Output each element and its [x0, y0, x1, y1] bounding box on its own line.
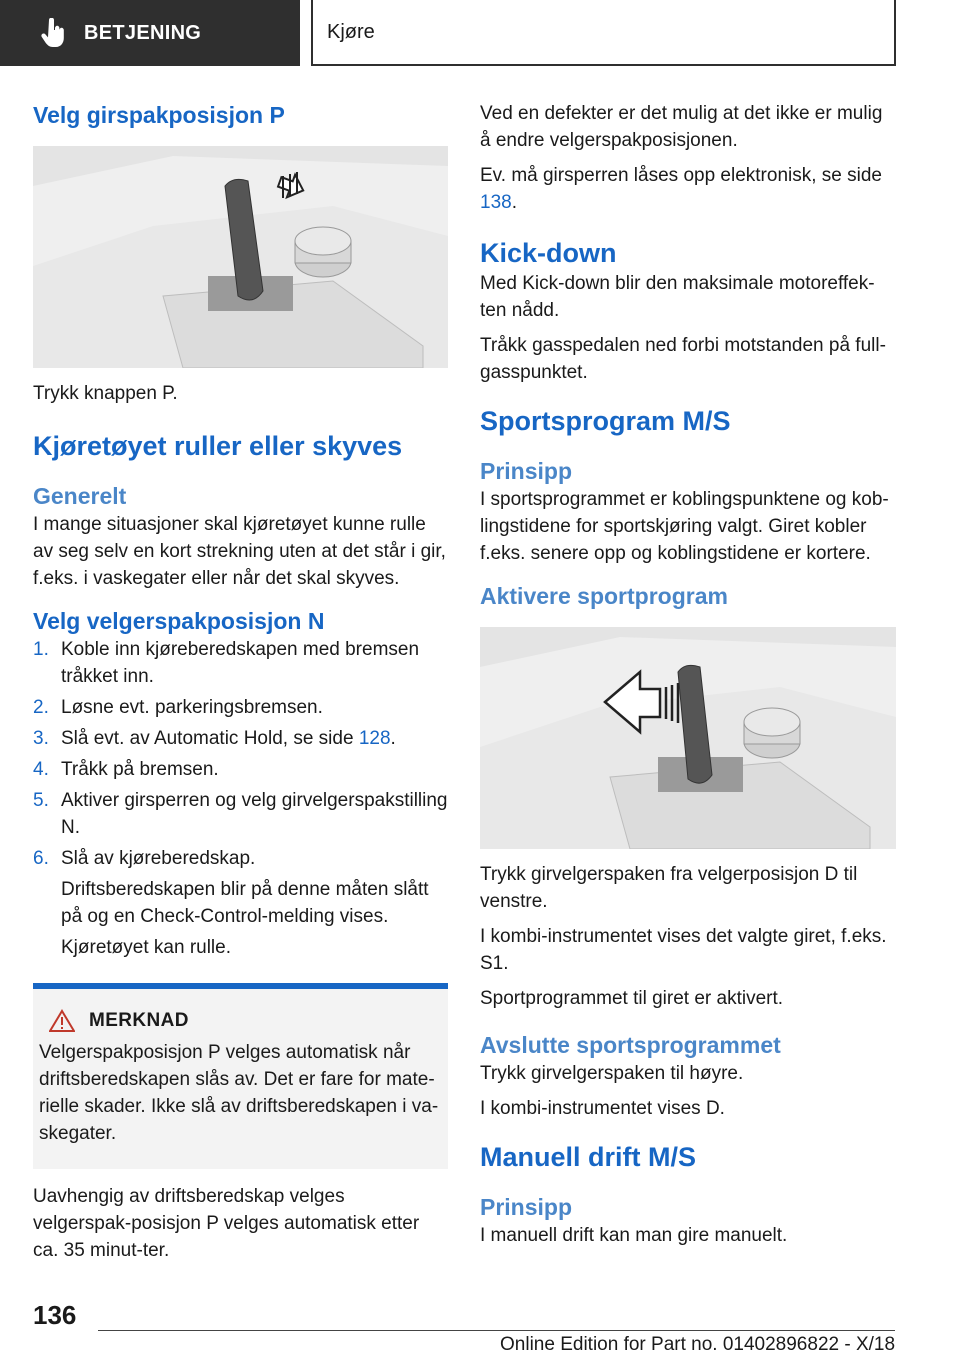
text-trykk-p: Trykk knappen P. — [33, 383, 178, 404]
page-link-128[interactable]: 128 — [358, 728, 391, 749]
page-link-138[interactable]: 138 — [480, 192, 512, 213]
heading-prinsipp-1: Prinsipp — [480, 458, 573, 484]
hand-pointer-icon — [40, 18, 66, 48]
chapter-box — [311, 0, 896, 66]
page-number: 136 — [33, 1300, 77, 1330]
text-aktivere-2: I kombi-instrumentet vises det valgte giret, f.eks. S1. — [480, 926, 887, 974]
section-tab — [0, 0, 300, 66]
text-aktivere-1: Trykk girvelgerspaken fra velgerposisjon D til venstre. — [480, 864, 858, 912]
list-item: 1. Koble inn kjøreberedskapen med bremsen tråkket inn. — [33, 639, 420, 687]
text-uavhengig: Uavhengig av driftsberedskap velges velgerspak-posisjon P velges automatisk etter ca. 35 minut-ter. — [33, 1186, 420, 1261]
footer-divider — [98, 1330, 895, 1331]
list-item: 2. Løsne evt. parkeringsbremsen. — [33, 697, 323, 718]
heading-sportsprogram: Sportsprogram M/S — [480, 406, 731, 436]
list-item: 3. Slå evt. av Automatic Hold, se side 128. — [33, 728, 396, 749]
notice-box — [33, 983, 448, 1169]
text-generelt: I mange situasjoner skal kjøretøyet kunne rulle av seg selv en kort strekning uten at det står i gir, f.eks. i vaskegater eller når det skal skyves. — [33, 514, 446, 589]
text-prinsipp-1: I sportsprogrammet er koblingspunktene og kob-lingstidene for sportskjøring valgt. Giret kobler f.eks. senere opp og koblingstidene er kortere. — [480, 489, 889, 564]
page-header — [0, 0, 960, 66]
text-kick2: Tråkk gasspedalen ned forbi motstanden på full-gasspunktet. — [480, 335, 886, 383]
footer-edition: Online Edition for Part no. 01402896822 - X/18 — [500, 1334, 896, 1355]
heading-kick-down: Kick-down — [480, 238, 617, 268]
chapter-title: Kjøre — [327, 20, 375, 43]
heading-ruller: Kjøretøyet ruller eller skyves — [33, 431, 403, 461]
text-prinsipp-2: I manuell drift kan man gire manuelt. — [480, 1225, 788, 1246]
gear-lever-illustration-p — [33, 146, 448, 368]
section-title: BETJENING — [84, 21, 202, 44]
right-column — [480, 100, 896, 1257]
notice-text: Velgerspakposisjon P velges automatisk når driftsberedskapen slås av. Det er fare for mate-rielle skader. Ikke slå av driftsberedskapen i va-skegater. — [39, 1042, 439, 1144]
heading-aktivere: Aktivere sportprogram — [480, 583, 728, 609]
heading-velg-p: Velg girspakposisjon P — [33, 102, 285, 128]
heading-manuell: Manuell drift M/S — [480, 1142, 696, 1172]
text-girsperren: Ev. må girsperren låses opp elektronisk, se side 138. — [480, 165, 882, 213]
list-item: 4. Tråkk på bremsen. — [33, 759, 219, 780]
warning-triangle-icon — [49, 1009, 75, 1033]
text-avslutte-2: I kombi-instrumentet vises D. — [480, 1098, 725, 1119]
left-column — [33, 100, 448, 1272]
text-avslutte-1: Trykk girvelgerspaken til høyre. — [480, 1063, 744, 1084]
heading-prinsipp-2: Prinsipp — [480, 1194, 573, 1220]
steps-list — [33, 636, 448, 961]
text-aktivere-3: Sportprogrammet til giret er aktivert. — [480, 988, 784, 1009]
text-kick1: Med Kick-down blir den maksimale motoreffek-ten nådd. — [480, 273, 875, 321]
notice-title: MERKNAD — [89, 1010, 189, 1031]
gear-lever-illustration-sport — [480, 627, 896, 849]
heading-velg-n: Velg velgerspakposisjon N — [33, 608, 325, 634]
heading-generelt: Generelt — [33, 483, 127, 509]
text-defekt: Ved en defekter er det mulig at det ikke er mulig å endre velgerspakposisjonen. — [480, 103, 883, 151]
heading-avslutte: Avslutte sportsprogrammet — [480, 1032, 781, 1058]
list-item: 6. Slå av kjøreberedskap. Driftsberedskapen blir på denne måten slått på og en Check-Control-melding vises. Kjøretøyet kan rulle. — [33, 848, 429, 958]
list-item: 5. Aktiver girsperren og velg girvelgerspakstilling N. — [33, 790, 448, 838]
